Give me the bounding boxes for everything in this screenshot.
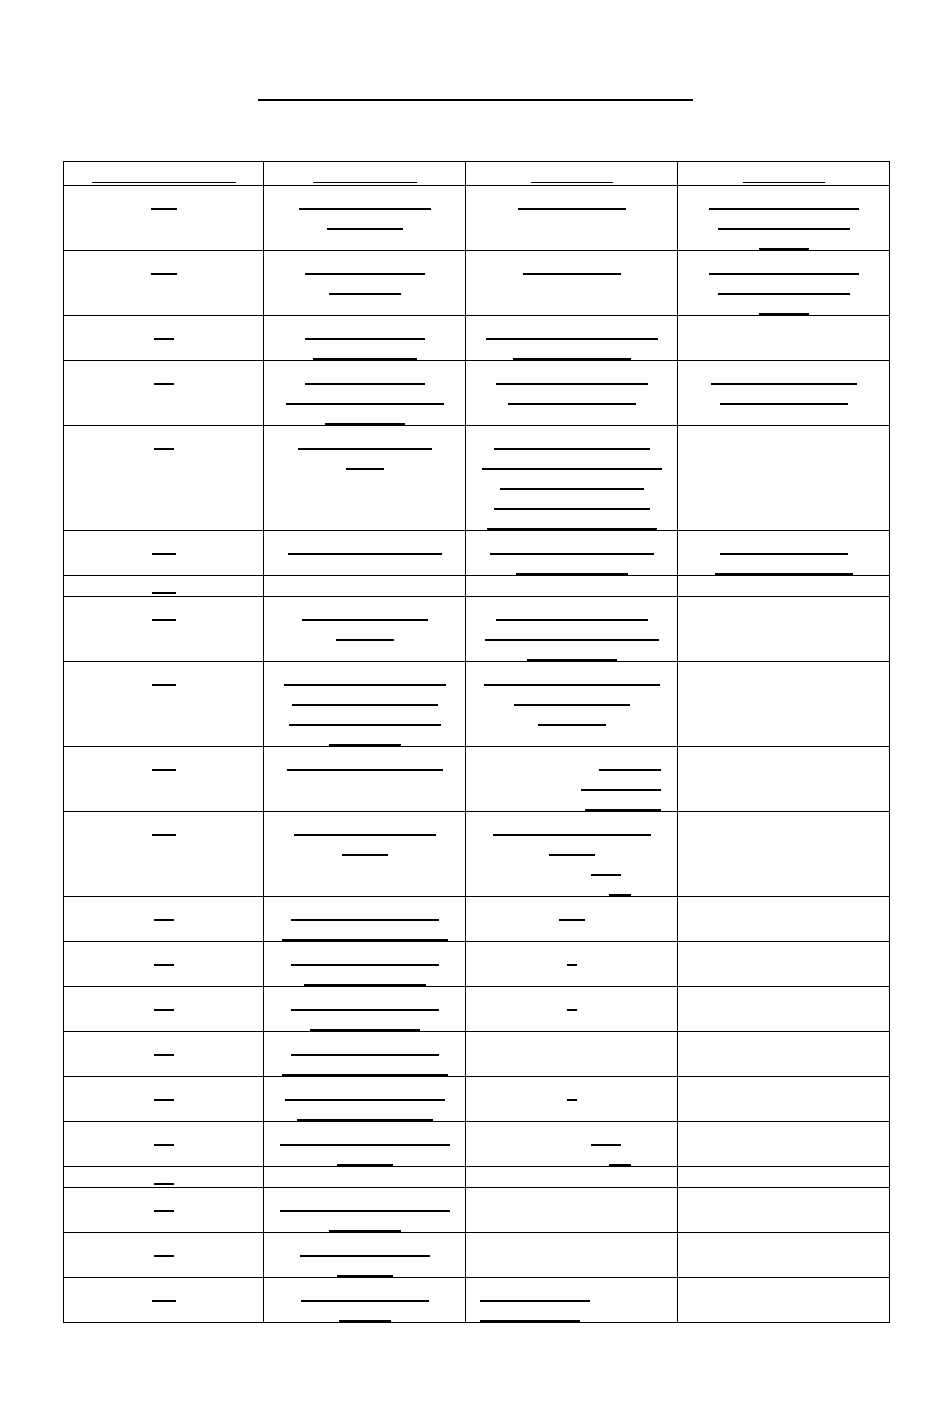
table-cell bbox=[678, 1278, 890, 1323]
table-row bbox=[64, 1233, 890, 1278]
table-cell bbox=[64, 1167, 264, 1188]
table-row bbox=[64, 987, 890, 1032]
table-cell bbox=[466, 662, 678, 747]
table-cell bbox=[466, 897, 678, 942]
table-cell bbox=[64, 662, 264, 747]
table-cell bbox=[264, 662, 466, 747]
table-cell bbox=[466, 942, 678, 987]
table-cell bbox=[678, 316, 890, 361]
table-cell bbox=[678, 1077, 890, 1122]
table-cell bbox=[678, 942, 890, 987]
table-cell bbox=[64, 316, 264, 361]
table-cell bbox=[64, 942, 264, 987]
table-cell bbox=[466, 1032, 678, 1077]
table-row bbox=[64, 942, 890, 987]
table-cell bbox=[678, 747, 890, 812]
table-cell bbox=[466, 812, 678, 897]
table-cell bbox=[64, 987, 264, 1032]
table-cell bbox=[264, 1122, 466, 1167]
table-cell bbox=[64, 812, 264, 897]
table-cell bbox=[678, 1122, 890, 1167]
table-cell bbox=[264, 1278, 466, 1323]
table-cell bbox=[466, 747, 678, 812]
table-header-row bbox=[64, 162, 890, 186]
table-row bbox=[64, 576, 890, 597]
table-cell bbox=[678, 662, 890, 747]
table-cell bbox=[264, 426, 466, 531]
table-cell bbox=[466, 1122, 678, 1167]
table-cell bbox=[264, 316, 466, 361]
table-cell bbox=[264, 1167, 466, 1188]
table-cell bbox=[264, 251, 466, 316]
table-cell bbox=[678, 251, 890, 316]
table-cell bbox=[64, 747, 264, 812]
table-row bbox=[64, 426, 890, 531]
table-cell bbox=[678, 426, 890, 531]
table-cell bbox=[64, 597, 264, 662]
table-cell bbox=[264, 1032, 466, 1077]
table-cell bbox=[678, 531, 890, 576]
table-cell bbox=[678, 897, 890, 942]
table-cell bbox=[466, 576, 678, 597]
table-cell bbox=[678, 1188, 890, 1233]
table-row bbox=[64, 361, 890, 426]
header-cell bbox=[264, 162, 466, 186]
table-cell bbox=[64, 1077, 264, 1122]
table-cell bbox=[264, 942, 466, 987]
table-cell bbox=[466, 1233, 678, 1278]
table-cell bbox=[678, 1032, 890, 1077]
table-cell bbox=[678, 1167, 890, 1188]
table-row bbox=[64, 897, 890, 942]
table-cell bbox=[64, 897, 264, 942]
table-cell bbox=[264, 531, 466, 576]
header-cell bbox=[466, 162, 678, 186]
document-table bbox=[63, 161, 890, 1323]
table-cell bbox=[466, 597, 678, 662]
table-row bbox=[64, 316, 890, 361]
table-row bbox=[64, 1077, 890, 1122]
table-row bbox=[64, 1278, 890, 1323]
table-cell bbox=[264, 1188, 466, 1233]
table-row bbox=[64, 531, 890, 576]
table-row bbox=[64, 186, 890, 251]
table-cell bbox=[466, 316, 678, 361]
header-cell bbox=[678, 162, 890, 186]
table-cell bbox=[64, 186, 264, 251]
table-row bbox=[64, 1188, 890, 1233]
table-cell bbox=[678, 987, 890, 1032]
table-cell bbox=[64, 426, 264, 531]
table-cell bbox=[264, 897, 466, 942]
table-row bbox=[64, 662, 890, 747]
table-cell bbox=[64, 1032, 264, 1077]
table-cell bbox=[678, 186, 890, 251]
table-cell bbox=[678, 597, 890, 662]
table-row bbox=[64, 1167, 890, 1188]
table-cell bbox=[264, 186, 466, 251]
table-cell bbox=[264, 812, 466, 897]
table-cell bbox=[264, 1233, 466, 1278]
table-cell bbox=[466, 1167, 678, 1188]
document-title-redacted bbox=[258, 99, 693, 101]
table-row bbox=[64, 597, 890, 662]
table-cell bbox=[678, 576, 890, 597]
table-cell bbox=[64, 1233, 264, 1278]
table-cell bbox=[264, 747, 466, 812]
table-cell bbox=[466, 531, 678, 576]
table-cell bbox=[466, 987, 678, 1032]
table-cell bbox=[466, 1278, 678, 1323]
table-cell bbox=[64, 531, 264, 576]
table-cell bbox=[264, 576, 466, 597]
table-cell bbox=[678, 361, 890, 426]
table-cell bbox=[64, 251, 264, 316]
table-cell bbox=[64, 1122, 264, 1167]
table-cell bbox=[264, 1077, 466, 1122]
table-row bbox=[64, 1122, 890, 1167]
table-cell bbox=[64, 576, 264, 597]
table-cell bbox=[466, 251, 678, 316]
table-cell bbox=[64, 361, 264, 426]
table-cell bbox=[264, 361, 466, 426]
table-cell bbox=[264, 597, 466, 662]
table-cell bbox=[264, 987, 466, 1032]
table-cell bbox=[466, 1077, 678, 1122]
table-row bbox=[64, 747, 890, 812]
table-cell bbox=[466, 426, 678, 531]
table-row bbox=[64, 251, 890, 316]
table-cell bbox=[678, 812, 890, 897]
table-row bbox=[64, 812, 890, 897]
table-cell bbox=[64, 1278, 264, 1323]
table-cell bbox=[466, 1188, 678, 1233]
table-row bbox=[64, 1032, 890, 1077]
table-cell bbox=[466, 361, 678, 426]
table-cell bbox=[64, 1188, 264, 1233]
table-cell bbox=[466, 186, 678, 251]
table-cell bbox=[678, 1233, 890, 1278]
header-cell bbox=[64, 162, 264, 186]
